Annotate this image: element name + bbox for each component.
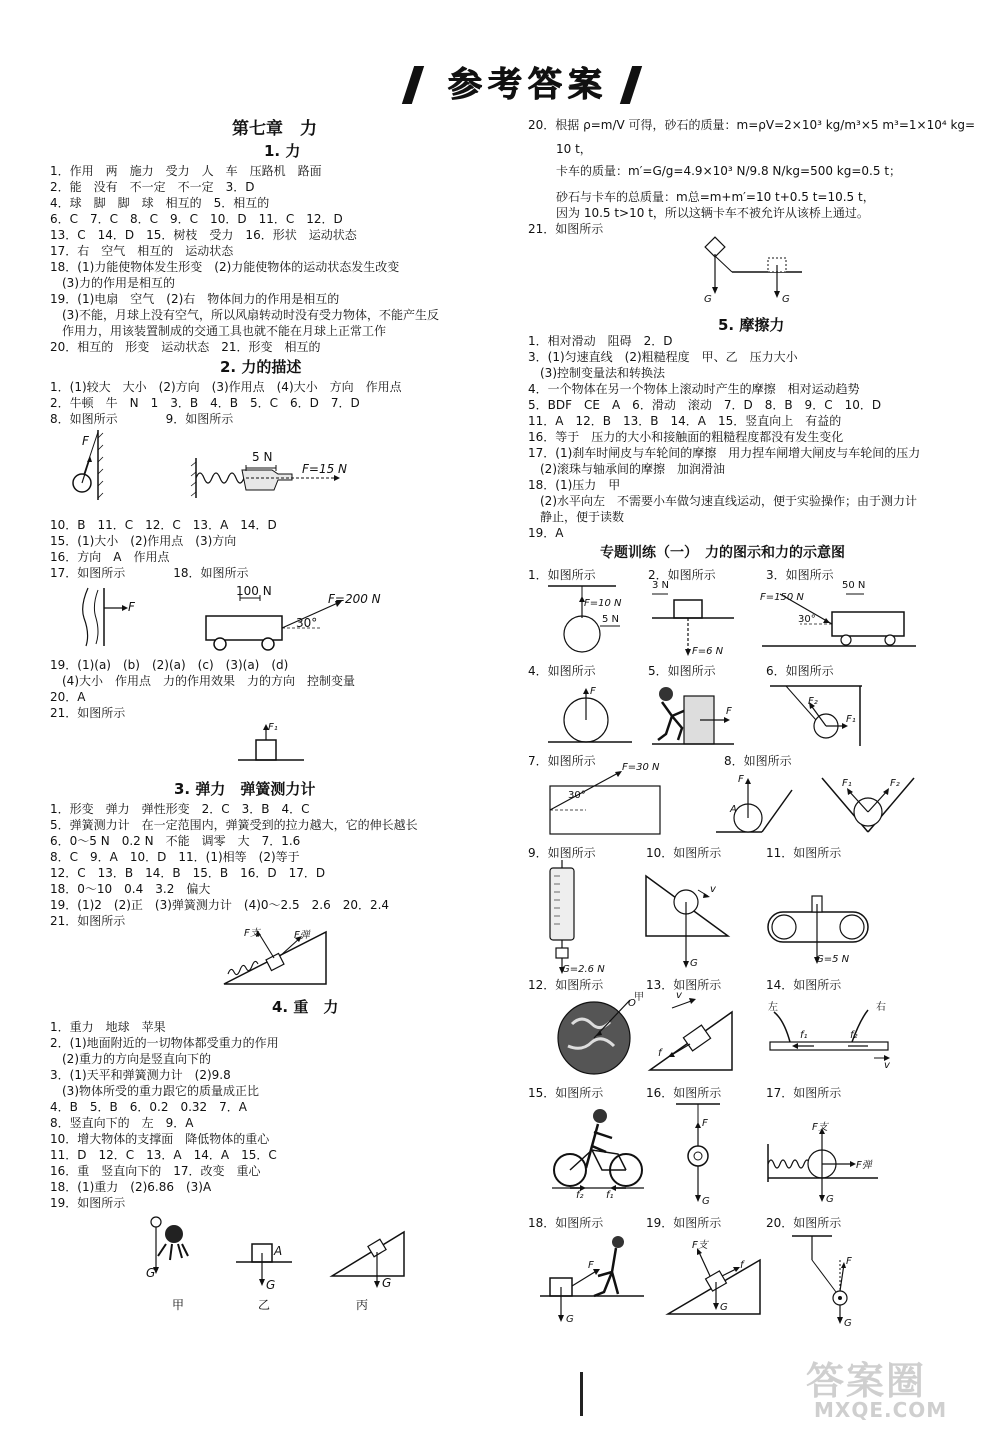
scale-label: 5 N [252,450,273,464]
banner-title: 参考答案 [448,65,608,105]
chapter-title: 第七章 力 [232,119,317,139]
figure-caption: 5．如图所示 [648,664,716,678]
force-label: F弹 [294,930,310,941]
figure-bicycle [550,1104,646,1200]
figure-ball-incline-wall [714,770,794,840]
figure-caption: 20．如图所示 [766,1216,842,1230]
answer-line: (3)物体所受的重力跟它的质量成正比 [50,1084,259,1098]
friction-label: f₂ [850,1030,858,1041]
gravity-label: G [720,1302,728,1313]
figure-pendulum-ball [68,428,128,504]
answer-line: 16．等于 压力的大小和接触面的粗糙程度都没有发生变化 [528,430,844,444]
force-label: F [738,774,744,785]
answer-line: 16．重 竖直向下的 17．改变 重心 [50,1164,261,1178]
special-training-title: 专题训练（一） 力的图示和力的示意图 [600,545,845,561]
force-label: F=15 N [302,462,348,476]
figure-caption: 13．如图所示 [646,978,722,992]
figure-caption: 3．如图所示 [766,568,834,582]
figure-caption: 16．如图所示 [646,1086,722,1100]
force-label: F₂ [890,778,900,789]
answer-line: 静止，便于读数 [528,510,625,524]
answer-line: 21．如图所示 [50,914,126,928]
answer-line: 10 t， [556,142,592,156]
figure-caption: 18．如图所示 [528,1216,604,1230]
angle-label: 30° [798,614,816,625]
force-label: F=30 N [622,762,660,773]
force-label: F=150 N [760,592,804,603]
answer-line: 6．0～5 N 0.2 N 不能 调零 大 7．1.6 [50,834,301,848]
answer-line: 10．增大物体的支撑面 降低物体的重心 [50,1132,270,1146]
section-title-5: 5. 摩擦力 [718,316,785,334]
answer-line: (3)控制变量法和转换法 [528,366,665,380]
velocity-label: v [710,884,716,895]
force-label: F₂ [808,696,818,707]
point-label: A [730,804,737,815]
figure-caption: 10．如图所示 [646,846,722,860]
figure-person-pull-block [538,1232,648,1328]
watermark-text: 答案圈 [806,1359,927,1403]
answer-line: 19．A [528,526,564,540]
answer-line: 1．相对滑动 阻碍 2．D [528,334,673,348]
answer-line: 13．C 14．D 15．树枝 受力 16．形状 运动状态 [50,228,357,242]
answer-line: (4)大小 作用点 力的作用效果 力的方向 控制变量 [50,674,356,688]
force-label: F [82,434,89,448]
figure-spring-hand [190,448,360,508]
answer-line: 16．方向 A 作用点 [50,550,170,564]
answer-line: 19．(1)电扇 空气 (2)右 物体间力的作用是相互的 [50,292,340,306]
force-label: F [702,1118,708,1129]
force-label: F [588,1260,594,1271]
answer-line: 5．BDF CE A 6．滑动 滚动 7．D 8．B 9．C 10．D [528,398,882,412]
gravity-label: G [702,1196,710,1207]
force-label: F支 [812,1122,828,1133]
answer-line: (2)重力的方向是竖直向下的 [50,1052,211,1066]
figure-caption: 9．如图所示 [528,846,596,860]
force-label: F₁ [846,714,856,725]
answer-line: (2)水平向左 不需要小车做匀速直线运动，便于实验操作；由于测力计 [528,494,918,508]
figure-caption: 1．如图所示 [528,568,596,582]
answer-line: 砂石与卡车的总质量：m总=m+m′=10 t+0.5 t=10.5 t， [556,190,875,204]
force-label: F支 [692,1240,708,1251]
figure-caption: 4．如图所示 [528,664,596,678]
answer-line: 18．(1)重力 (2)6.86 (3)A [50,1180,212,1194]
answer-line: 20．相互的 形变 运动状态 21．形变 相互的 [50,340,321,354]
figure-caption: 6．如图所示 [766,664,834,678]
figure-caption: 11．如图所示 [766,846,842,860]
answer-line: 1．重力 地球 苹果 [50,1020,166,1034]
answer-line: 2．牛顿 牛 N 1 3．B 4．B 5．C 6．D 7．D [50,396,360,410]
answer-line: 18．(1)力能使物体发生形变 (2)力能使物体的运动状态发生改变 [50,260,400,274]
figure-caption: 17．如图所示 [766,1086,842,1100]
answer-line: 12．C 13．B 14．B 15．B 16．D 17．D [50,866,326,880]
figure-hanging-cart [696,236,806,306]
gravity-label: G [266,1278,276,1292]
watermark-logo [800,1350,990,1426]
section-title-1: 1. 力 [264,142,301,160]
answer-line: 8．竖直向下的 左 9．A [50,1116,194,1130]
force-label: F₁ [268,722,278,733]
scale-label: 50 N [842,580,866,591]
gravity-label: G [146,1266,156,1280]
section-title-2: 2. 力的描述 [220,358,302,376]
answer-line: 1．作用 两 施力 受力 人 车 压路机 路面 [50,164,322,178]
friction-label: f₁ [606,1190,614,1201]
figure-caption: 8．如图所示 [724,754,792,768]
force-label: F [590,686,596,697]
force-label: F支 [244,928,260,939]
figure-ball-string-wall [766,680,866,750]
figure-caption: 7．如图所示 [528,754,596,768]
answer-line: 18．0～10 0.4 3.2 偏大 [50,882,211,896]
gravity-label: G=2.6 N [562,964,605,975]
figure-gravity-yi [234,1240,294,1296]
page-banner [408,62,640,108]
answer-line: 20．根据 ρ=m/V 可得，砂石的质量：m=ρV=2×10³ kg/m³×5 m³=1×10⁴ kg= [528,118,976,132]
figure-caption: 12．如图所示 [528,978,604,992]
figure-caption: 14．如图所示 [766,978,842,992]
angle-label: 30° [568,790,586,801]
gravity-label: G [690,958,698,969]
answer-line: 21．如图所示 [528,222,604,236]
answer-line: 1．(1)较大 大小 (2)方向 (3)作用点 (4)大小 方向 作用点 [50,380,402,394]
figure-hands-bar [764,1000,894,1076]
answer-line: 因为 10.5 t>10 t，所以这辆卡车不被允许从该桥上通过。 [556,206,869,220]
answer-line: 11．A 12．B 13．B 14．A 15．竖直向上 有益的 [528,414,842,428]
force-label: F₁ [842,778,852,789]
point-label: A [274,1244,283,1258]
friction-label: f₂ [576,1190,584,1201]
force-label: F [128,600,135,614]
answer-line: (3)不能，月球上没有空气，所以风扇转动时没有受力物体，不能产生反 [50,308,440,322]
gravity-label: G [704,294,712,305]
figure-caption-bing: 丙 [356,1298,369,1312]
answer-line: 17．右 空气 相互的 运动状态 [50,244,234,258]
answer-line: 17．如图所示 18．如图所示 [50,566,249,580]
gravity-label: G [782,294,790,305]
answer-line: 卡车的质量：m′=G/g=4.9×10³ N/9.8 N/kg=500 kg=0.5 t； [556,164,902,178]
label-o: O [628,998,636,1009]
answer-line: 8．C 9．A 10．D 11．(1)相等 (2)等于 [50,850,300,864]
answer-line: 17．(1)刹车时闸皮与车轮间的摩擦 用力捏车闸增大闸皮与车轮间的压力 [528,446,921,460]
label-jia: 甲 [634,992,644,1003]
figure-caption-yi: 乙 [258,1298,271,1312]
figure-boy-push [648,684,738,750]
angle-label: 30° [296,616,318,630]
answer-line: 2．能 没有 不一定 不一定 3．D [50,180,255,194]
friction-label: f [740,1260,744,1271]
scale-label: 3 N [652,580,670,591]
scale-label: 5 N [602,614,620,625]
answer-line: 4．一个物体在另一个物体上滚动时产生的摩擦 相对运动趋势 [528,382,860,396]
label-left: 左 [768,1002,778,1013]
figure-block-slope-friction [646,990,736,1076]
friction-label: f [658,1048,662,1059]
answer-line: 10．B 11．C 12．C 13．A 14．D [50,518,277,532]
figure-ball-ground [546,676,636,748]
answer-line: 8．如图所示 9．如图所示 [50,412,234,426]
gravity-label: G [382,1276,392,1290]
figure-rect-force [546,762,666,838]
label-right: 右 [876,1002,886,1013]
velocity-label: v [884,1060,890,1071]
figure-cart-pull [200,584,381,652]
answer-line: 15．(1)大小 (2)作用点 (3)方向 [50,534,237,548]
force-label: F弹 [856,1160,872,1171]
gravity-label: G [844,1318,852,1329]
figure-hanging-ball-rod [788,1230,868,1330]
figure-spring-incline [220,926,330,988]
force-label: F=10 N [584,598,622,609]
figure-block-down [648,582,738,662]
figure-cup-slope [664,1236,764,1320]
figure-conveyor [764,880,874,976]
gravity-label: G=5 N [816,954,850,965]
answer-line: 4．B 5．B 6．0.2 0.32 7．A [50,1100,248,1114]
figure-cart-angle [760,580,920,660]
answer-line: 作用力，用该装置制成的交通工具也就不能在月球上正常工作 [50,324,387,338]
answer-line: 4．球 脚 脚 球 相互的 5．相互的 [50,196,270,210]
answer-line: 5．弹簧测力计 在一定范围内，弹簧受到的拉力越大，它的伸长越长 [50,818,418,832]
figure-caption-jia: 甲 [172,1298,185,1312]
section-title-3: 3. 弹力 弹簧测力计 [174,780,316,798]
figure-caption: 2．如图所示 [648,568,716,582]
watermark-url: MXQE.COM [814,1398,948,1422]
figure-gravity-bing [328,1226,408,1296]
figure-hanging-ring [668,1100,728,1210]
figure-caption: 19．如图所示 [646,1216,722,1230]
section-title-4: 4. 重 力 [272,998,339,1016]
figure-hand-wall [70,586,140,648]
answer-line: 19．(1)(a) (b) (2)(a) (c) (3)(a) (d) [50,658,289,672]
answer-line: 20．A [50,690,86,704]
figure-hanging-ball [546,582,636,658]
answer-line: (2)滚珠与轴承间的摩擦 加润滑油 [528,462,725,476]
banner-slash-right [620,66,642,104]
answer-line: 11．D 12．C 13．A 14．A 15．C [50,1148,277,1162]
figure-gravity-jia [144,1214,194,1284]
answer-line: 21．如图所示 [50,706,126,720]
figure-block-force [236,722,306,766]
figure-caption: 15．如图所示 [528,1086,604,1100]
banner-slash-left [402,66,424,104]
force-label: F=200 N [328,592,381,606]
answer-line: (3)力的作用是相互的 [50,276,175,290]
answer-line: 1．形变 弹力 弹性形变 2．C 3．B 4．C [50,802,310,816]
figure-ball-v-groove [818,772,918,838]
figure-spring-ball [764,1116,884,1208]
answer-line: 2．(1)地面附近的一切物体都受重力的作用 [50,1036,279,1050]
velocity-label: v [676,990,682,1001]
figure-spring-scale [536,860,605,976]
figure-ball-incline [642,872,732,976]
scale-label: 100 N [236,584,272,598]
gravity-label: G [566,1314,574,1325]
answer-line: 18．(1)压力 甲 [528,478,621,492]
answer-line: 19．如图所示 [50,1196,126,1210]
force-label: F=6 N [692,646,724,657]
figure-earth [548,990,648,1080]
page-mark [580,1372,583,1416]
force-label: F [846,1256,852,1267]
friction-label: f₁ [800,1030,808,1041]
answer-line: 19．(1)2 (2)正 (3)弹簧测力计 (4)0～2.5 2.6 20．2.4 [50,898,390,912]
answer-line: 3．(1)匀速直线 (2)粗糙程度 甲、乙 压力大小 [528,350,798,364]
answer-line: 6．C 7．C 8．C 9．C 10．D 11．C 12．D [50,212,343,226]
force-label: F [726,706,732,717]
answer-line: 3．(1)天平和弹簧测力计 (2)9.8 [50,1068,231,1082]
gravity-label: G [826,1194,834,1205]
